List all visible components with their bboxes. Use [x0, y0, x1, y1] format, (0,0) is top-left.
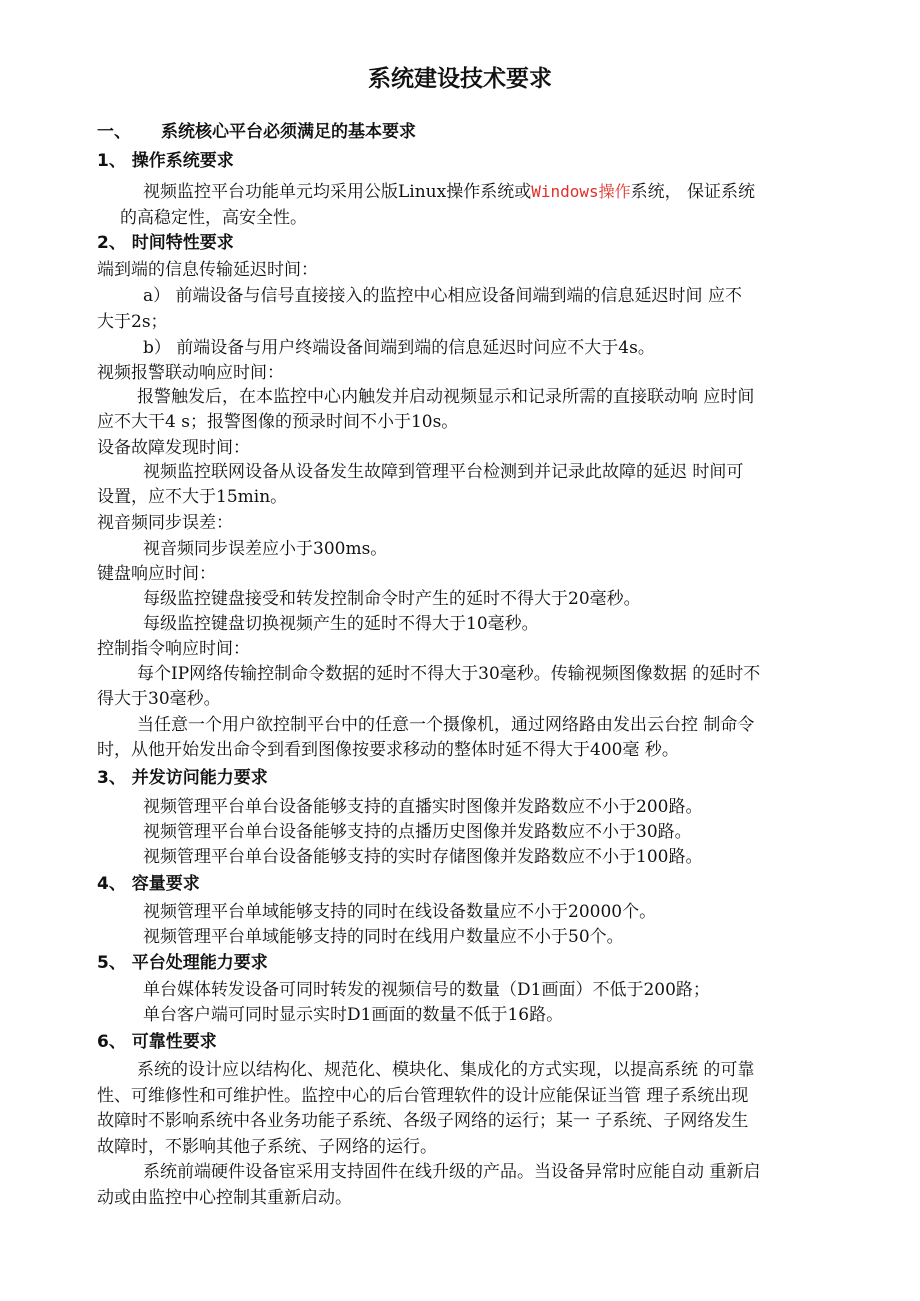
- paragraph-line: a） 前端设备与信号直接接入的监控中心相应设备间端到端的信息延迟时间 应不: [143, 286, 742, 306]
- document-title: 系统建设技术要求: [368, 66, 552, 92]
- text-run: 系统， 保证系统: [630, 182, 756, 202]
- subheading: 设备故障发现时间：: [97, 438, 250, 458]
- section-heading: 系统核心平台必须满足的基本要求: [161, 122, 416, 142]
- paragraph-line: 视频管理平台单台设备能够支持的点播历史图像并发路数应不小于30路。: [143, 822, 692, 842]
- paragraph-line: 视音频同步误差应小于300ms。: [143, 539, 388, 559]
- paragraph-line: 报警触发后，在本监控中心内触发并启动视频显示和记录所需的直接联动响 应时间: [137, 387, 755, 407]
- subheading: 视音频同步误差：: [97, 513, 233, 533]
- paragraph-line: 故障时不影响系统中各业务功能子系统、各级子网络的运行；某一 子系统、子网络发生: [97, 1111, 749, 1131]
- paragraph-line: 单台媒体转发设备可同时转发的视频信号的数量（D1画面）不低于200路；: [143, 980, 710, 1000]
- paragraph-line: 每个IP网络传输控制命令数据的延时不得大于30毫秒。传输视频图像数据 的延时不: [137, 664, 761, 684]
- paragraph-line: b） 前端设备与用户终端设备间端到端的信息延迟时问应不大于4s。: [143, 338, 655, 358]
- highlight-text: Windows操作: [531, 182, 631, 201]
- subheading: 端到端的信息传输延迟时间：: [97, 260, 318, 280]
- paragraph-line: 设置，应不大于15min。: [97, 487, 288, 507]
- paragraph-line: 动或由监控中心控制其重新启动。: [97, 1188, 352, 1208]
- subheading: 控制指令响应时间：: [97, 639, 250, 659]
- paragraph-line: 视频管理平台单台设备能够支持的实时存储图像并发路数应不小于100路。: [143, 847, 703, 867]
- paragraph-line: 视频管理平台单域能够支持的同时在线设备数量应不小于20000个。: [143, 902, 657, 922]
- paragraph-line: 得大于30毫秒。: [97, 689, 221, 709]
- heading-reliability: 6、 可靠性要求: [97, 1032, 217, 1052]
- paragraph-line: [143, 179, 755, 205]
- section-number: 一、: [97, 122, 131, 142]
- paragraph-line: 时，从他开始发出命令到看到图像按要求移动的整体时延不得大于400毫 秒。: [97, 740, 679, 760]
- paragraph-line: 应不大干4 s；报警图像的预录时间不小于10s。: [97, 412, 459, 432]
- paragraph-line: 视频管理平台单域能够支持的同时在线用户数量应不小于50个。: [143, 927, 624, 947]
- paragraph-line: 性、可维修性和可维护性。监控中心的后台管理软件的设计应能保证当管 理子系统出现: [97, 1086, 749, 1106]
- paragraph-line: 视频监控联网设备从设备发生故障到管理平台检测到并记录此故障的延迟 时间可: [143, 462, 744, 482]
- paragraph-line: 每级监控键盘接受和转发控制命令时产生的延时不得大于20毫秒。: [143, 589, 641, 609]
- paragraph-line: 当任意一个用户欲控制平台中的任意一个摄像机，通过网络路由发出云台控 制命令: [137, 715, 755, 735]
- heading-processing: 5、 平台处理能力要求: [97, 953, 268, 973]
- paragraph-line: 系统前端硬件设备宦采用支持固件在线升级的产品。当设备异常时应能自动 重新启: [143, 1162, 761, 1182]
- paragraph-line: 视频管理平台单台设备能够支持的直播实时图像并发路数应不小于200路。: [143, 797, 703, 817]
- heading-time: 2、 时间特性要求: [97, 233, 234, 253]
- subheading: 视频报警联动响应时间：: [97, 363, 284, 383]
- paragraph-line: 大于2s；: [97, 312, 168, 332]
- text-run: 视频监控平台功能单元均采用公版Linux操作系统或: [143, 182, 532, 202]
- heading-concurrency: 3、 并发访问能力要求: [97, 768, 268, 788]
- heading-os: 1、 操作系统要求: [97, 151, 234, 171]
- paragraph-line: 每级监控键盘切换视频产生的延时不得大于10毫秒。: [143, 614, 539, 634]
- paragraph-line: 故障时，不影响其他子系统、子网络的运行。: [97, 1137, 437, 1157]
- paragraph-line: 的高稳定性，高安全性。: [120, 208, 307, 228]
- subheading: 键盘响应时间：: [97, 564, 216, 584]
- paragraph-line: 单台客户端可同时显示实时D1画面的数量不低于16路。: [143, 1005, 564, 1025]
- heading-capacity: 4、 容量要求: [97, 874, 200, 894]
- paragraph-line: 系统的设计应以结构化、规范化、模块化、集成化的方式实现，以提高系统 的可靠: [137, 1060, 755, 1080]
